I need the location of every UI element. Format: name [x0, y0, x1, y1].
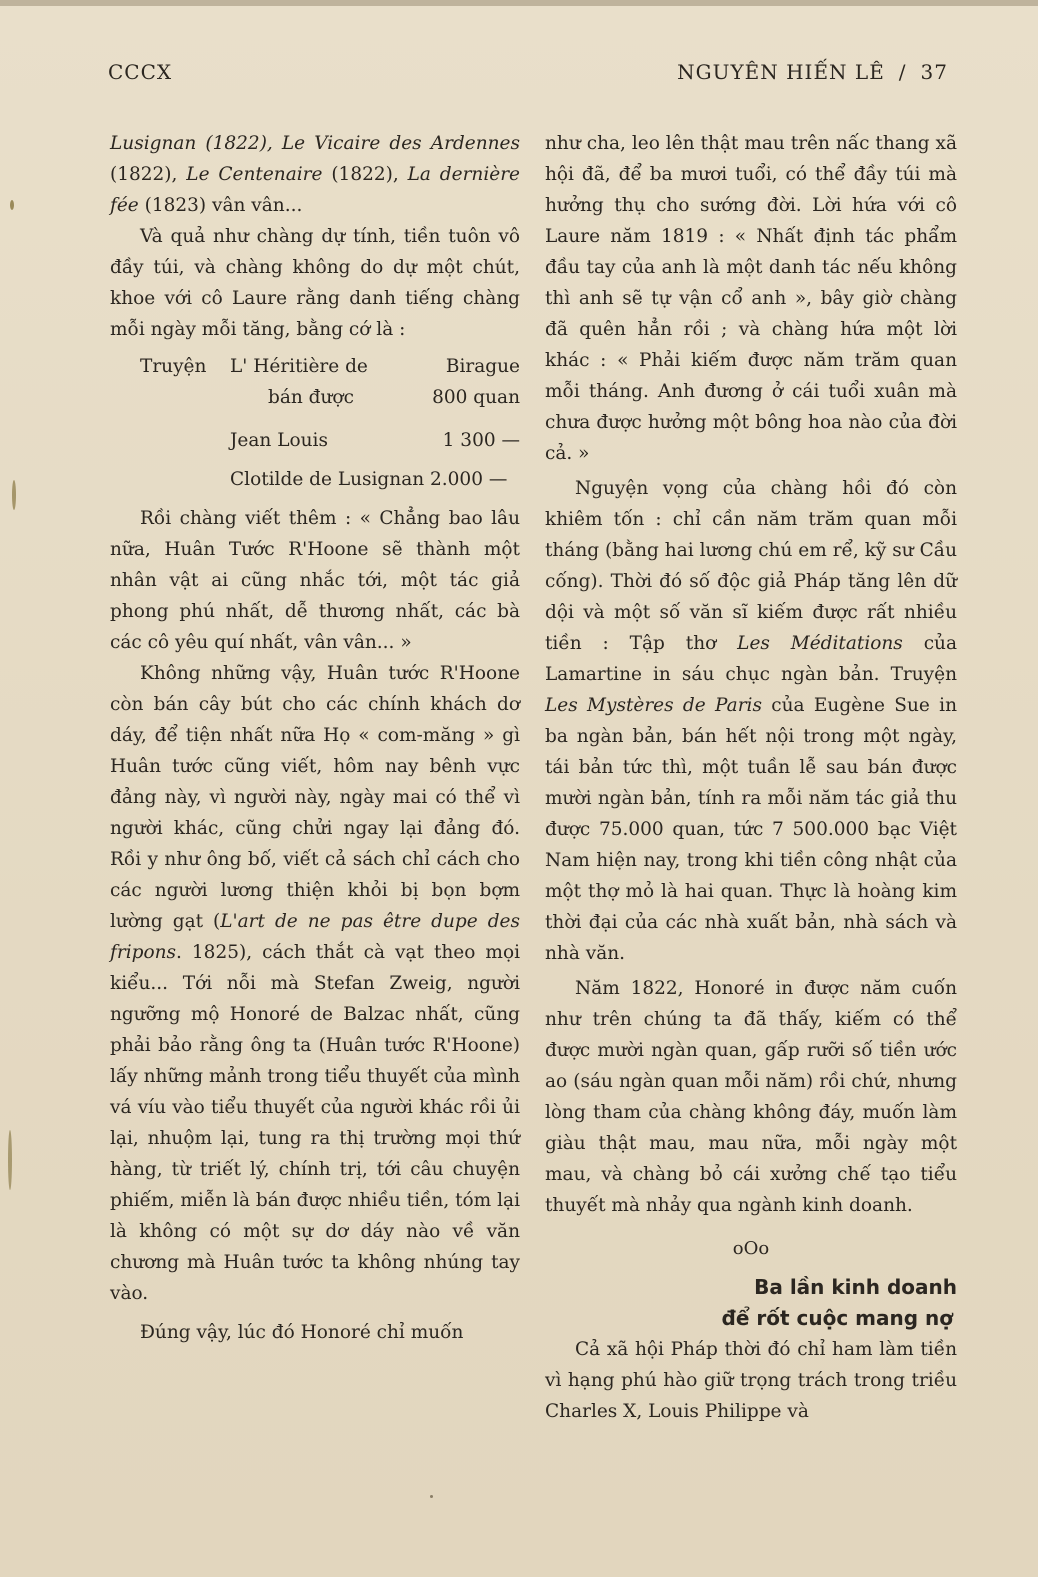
section-separator: oOo: [732, 1238, 770, 1259]
right-paragraph-1: như cha, leo lên thật mau trên nấc thang xã hội đã, để ba mươi tuổi, có thể đầy túi mà hưởng thụ cho sướng đời. Lời hứa với cô Laure năm 1819 : « Nhất định tác phẩm đầu tay của anh là một danh tác nếu không thì anh sẽ tự vận cổ anh », bây giờ chàng đã quên hẳn rồi ; và chàng hứa một lời khác : « Phải kiếm được năm trăm quan mỗi tháng. Anh đương ở cái tuổi xuân mà chưa được hưởng một bông hoa nào của đời cả. »: [545, 133, 957, 464]
p4-text-c: . 1825), cách thắt cà vạt theo mọi kiểu... Tới nỗi mà Stefan Zweig, người ngưỡng mộ Honoré de Balzac nhất, cũng phải bảo rằng ông ta (Huân tước R'Hoone) lấy những mảnh trong tiểu thuyết của mình vá víu vào tiểu thuyết của người khác rồi ủi lại, nhuộm lại, tung ra thị trường mọi thứ hàng, từ triết lý, chính trị, tới câu chuyện phiếm, miễn là bán được nhiều tiền, tóm lại là không có một sự dơ dáy nào về văn chương mà Huân tước ta không nhúng tay vào.: [110, 942, 520, 1304]
sales-value-1300: 1 300 —: [442, 430, 520, 451]
sales-title-jean-louis: Jean Louis: [230, 430, 328, 451]
paper-speck: [8, 1130, 12, 1190]
p2-text-a: Nguyện vọng của chàng hồi đó còn khiêm tốn : chỉ cần năm trăm quan mỗi tháng (bằng hai lương chú em rể, kỹ sư Cầu cống). Thời đó số độc giả Pháp tăng lên dữ dội và một số văn sĩ kiếm được rất nhiều tiền : Tập thơ: [545, 478, 957, 654]
author-name: NGUYÊN HIẾN LÊ: [677, 60, 885, 84]
sales-title-birague: Birague: [445, 356, 520, 377]
page-header: [108, 60, 948, 90]
book-title-meditations: Les Méditations: [737, 633, 903, 654]
left-paragraph-4: [110, 658, 520, 1309]
sales-row-heritiere-value: [110, 382, 520, 413]
right-paragraph-4: Cả xã hội Pháp thời đó chỉ ham làm tiền vì hạng phú hào giữ trọng trách trong triều Charles X, Louis Philippe và: [545, 1339, 957, 1422]
sales-row-heritiere: [110, 351, 520, 382]
paper-speck: [10, 200, 14, 210]
header-slash: /: [898, 60, 907, 84]
right-column: [545, 128, 957, 1427]
book-title-lart-de-ne-pas: L'art de ne pas être dupe des fripons: [110, 911, 520, 963]
book-title-centenaire: Le Centenaire: [186, 164, 323, 185]
sales-row-clotilde: [110, 464, 520, 495]
left-paragraph-5: Đúng vậy, lúc đó Honoré chỉ muốn: [140, 1322, 464, 1343]
year-1822-b: (1822),: [322, 164, 408, 185]
paper-speck: [12, 480, 16, 510]
book-title-mysteres-de-paris: Les Mystères de Paris: [545, 695, 762, 716]
year-1823: (1823) vân vân...: [138, 195, 303, 216]
right-paragraph-2: [545, 473, 957, 969]
page-number: 37: [920, 60, 948, 84]
left-column: [110, 128, 520, 1348]
sales-row-jean-louis: [110, 425, 520, 456]
p4-text-a: Không những vậy, Huân tước R'Hoone còn bán cây bút cho các chính khách dơ dáy, để tiện nhất nữa Họ « com-măng » gì Huân tước cũng viết, hôm nay bênh vực đảng này, vì người này, ngày mai có thể vì người khác, cũng chửi ngay lại đảng đó. Rồi y như ông bố, viết cả sách chỉ cách cho các người lương thiện khỏi bị bọn bợm lường gạt (: [110, 663, 520, 932]
right-paragraph-3: Năm 1822, Honoré in được năm cuốn như trên chúng ta đã thấy, kiếm có thể được mười ngàn quan, gấp rưỡi số tiền ước ao (sáu ngàn quan mỗi năm) rồi chứ, nhưng lòng tham của chàng không đáy, muốn làm giàu thật mau, mau nữa, mỗi ngày một mau, và chàng bỏ cái xưởng chế tạo tiểu thuyết mà nhảy qua ngành kinh doanh.: [545, 978, 957, 1216]
book-title-derniere-fee: La dernière fée: [110, 164, 521, 216]
left-paragraph-2: Và quả như chàng dự tính, tiền tuôn vô đầy túi, và chàng không do dự một chút, khoe với cô Laure rằng danh tiếng chàng mỗi ngày mỗi tăng, bằng cớ là :: [110, 226, 520, 340]
sales-title-clotilde: Clotilde de Lusignan 2.000 —: [230, 469, 508, 490]
running-head-left: CCCX: [108, 60, 173, 84]
year-1822-a: (1822),: [110, 164, 187, 185]
sales-label-truyen: Truyện: [140, 356, 207, 377]
sales-sold-label: bán được: [268, 387, 354, 408]
sales-value-800: 800 quan: [432, 387, 520, 408]
running-head-right: [677, 60, 948, 84]
section-title-line-2: để rốt cuộc mang nợ: [721, 1306, 953, 1330]
p2-text-e: của Eugène Sue in ba ngàn bản, bán hết nội trong một ngày, tái bản tức thì, một tuần lễ sau bán được mười ngàn bản, tính ra mỗi năm tác giả thu được 75.000 quan, tức 7 500.000 bạc Việt Nam hiện nay, trong khi tiền công nhật của một thợ mỏ là hai quan. Thực là hoàng kim thời đại của các nhà xuất bản, nhà sách và nhà văn.: [545, 695, 957, 964]
paper-speck: [430, 1495, 433, 1498]
sales-list: [110, 351, 520, 495]
sales-title-heritiere: L' Héritière de: [230, 356, 368, 377]
book-title-vicaire: Le Vicaire des Ardennes: [281, 133, 520, 154]
section-title-line-1: Ba lần kinh doanh: [754, 1275, 957, 1299]
left-paragraph-3: Rồi chàng viết thêm : « Chẳng bao lâu nữa, Huân Tước R'Hoone sẽ thành một nhân vật ai cũng nhắc tới, một tác giả phong phú nhất, dễ thương nhất, các bà các cô yêu quí nhất, vân vân... »: [110, 508, 520, 653]
left-paragraph-1: [110, 128, 520, 221]
p2-text-c: của Lamartine in sáu chục ngàn bản. Truyện: [545, 633, 957, 685]
book-title-lusignan: Lusignan (1822),: [110, 133, 282, 154]
